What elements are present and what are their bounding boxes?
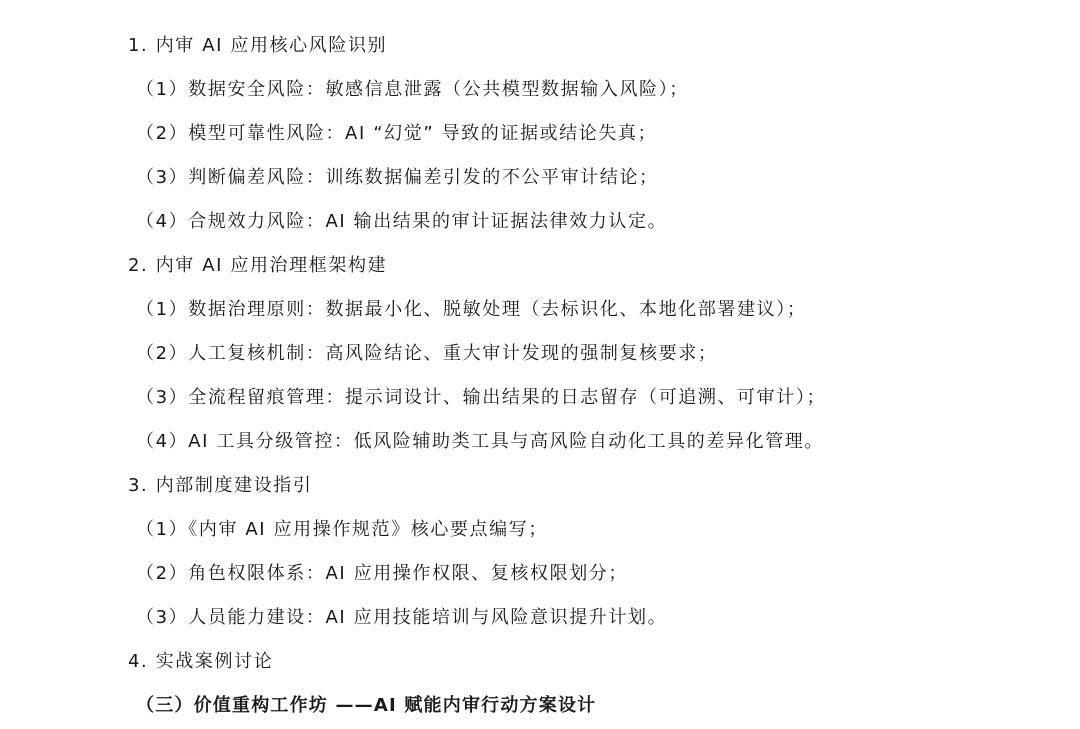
section-3-heading: 3. 内部制度建设指引 — [128, 475, 313, 496]
section-3-item-2: （2）角色权限体系：AI 应用操作权限、复核权限划分； — [136, 563, 628, 584]
section-2-item-4: （4）AI 工具分级管控：低风险辅助类工具与高风险自动化工具的差异化管理。 — [136, 431, 824, 452]
section-2-heading: 2. 内审 AI 应用治理框架构建 — [128, 255, 388, 276]
section-2-item-3: （3）全流程留痕管理：提示词设计、输出结果的日志留存（可追溯、可审计）； — [136, 387, 827, 408]
section-1-item-3: （3）判断偏差风险：训练数据偏差引发的不公平审计结论； — [136, 167, 659, 188]
section-3-item-1: （1）《内审 AI 应用操作规范》核心要点编写； — [136, 519, 548, 540]
section-1-item-4: （4）合规效力风险：AI 输出结果的审计证据法律效力认定。 — [136, 211, 668, 232]
section-1-item-2: （2）模型可靠性风险：AI “幻觉” 导致的证据或结论失真； — [136, 123, 658, 144]
part-3-heading: （三）价值重构工作坊 ——AI 赋能内审行动方案设计 — [136, 695, 597, 716]
section-4-heading: 4. 实战案例讨论 — [128, 651, 274, 672]
section-2-item-2: （2）人工复核机制：高风险结论、重大审计发现的强制复核要求； — [136, 343, 718, 364]
section-2-item-1: （1）数据治理原则：数据最小化、脱敏处理（去标识化、本地化部署建议）； — [136, 299, 807, 320]
section-1-item-1: （1）数据安全风险：敏感信息泄露（公共模型数据输入风险）； — [136, 79, 689, 100]
section-1-heading: 1. 内审 AI 应用核心风险识别 — [128, 35, 388, 56]
section-3-item-3: （3）人员能力建设：AI 应用技能培训与风险意识提升计划。 — [136, 607, 668, 628]
